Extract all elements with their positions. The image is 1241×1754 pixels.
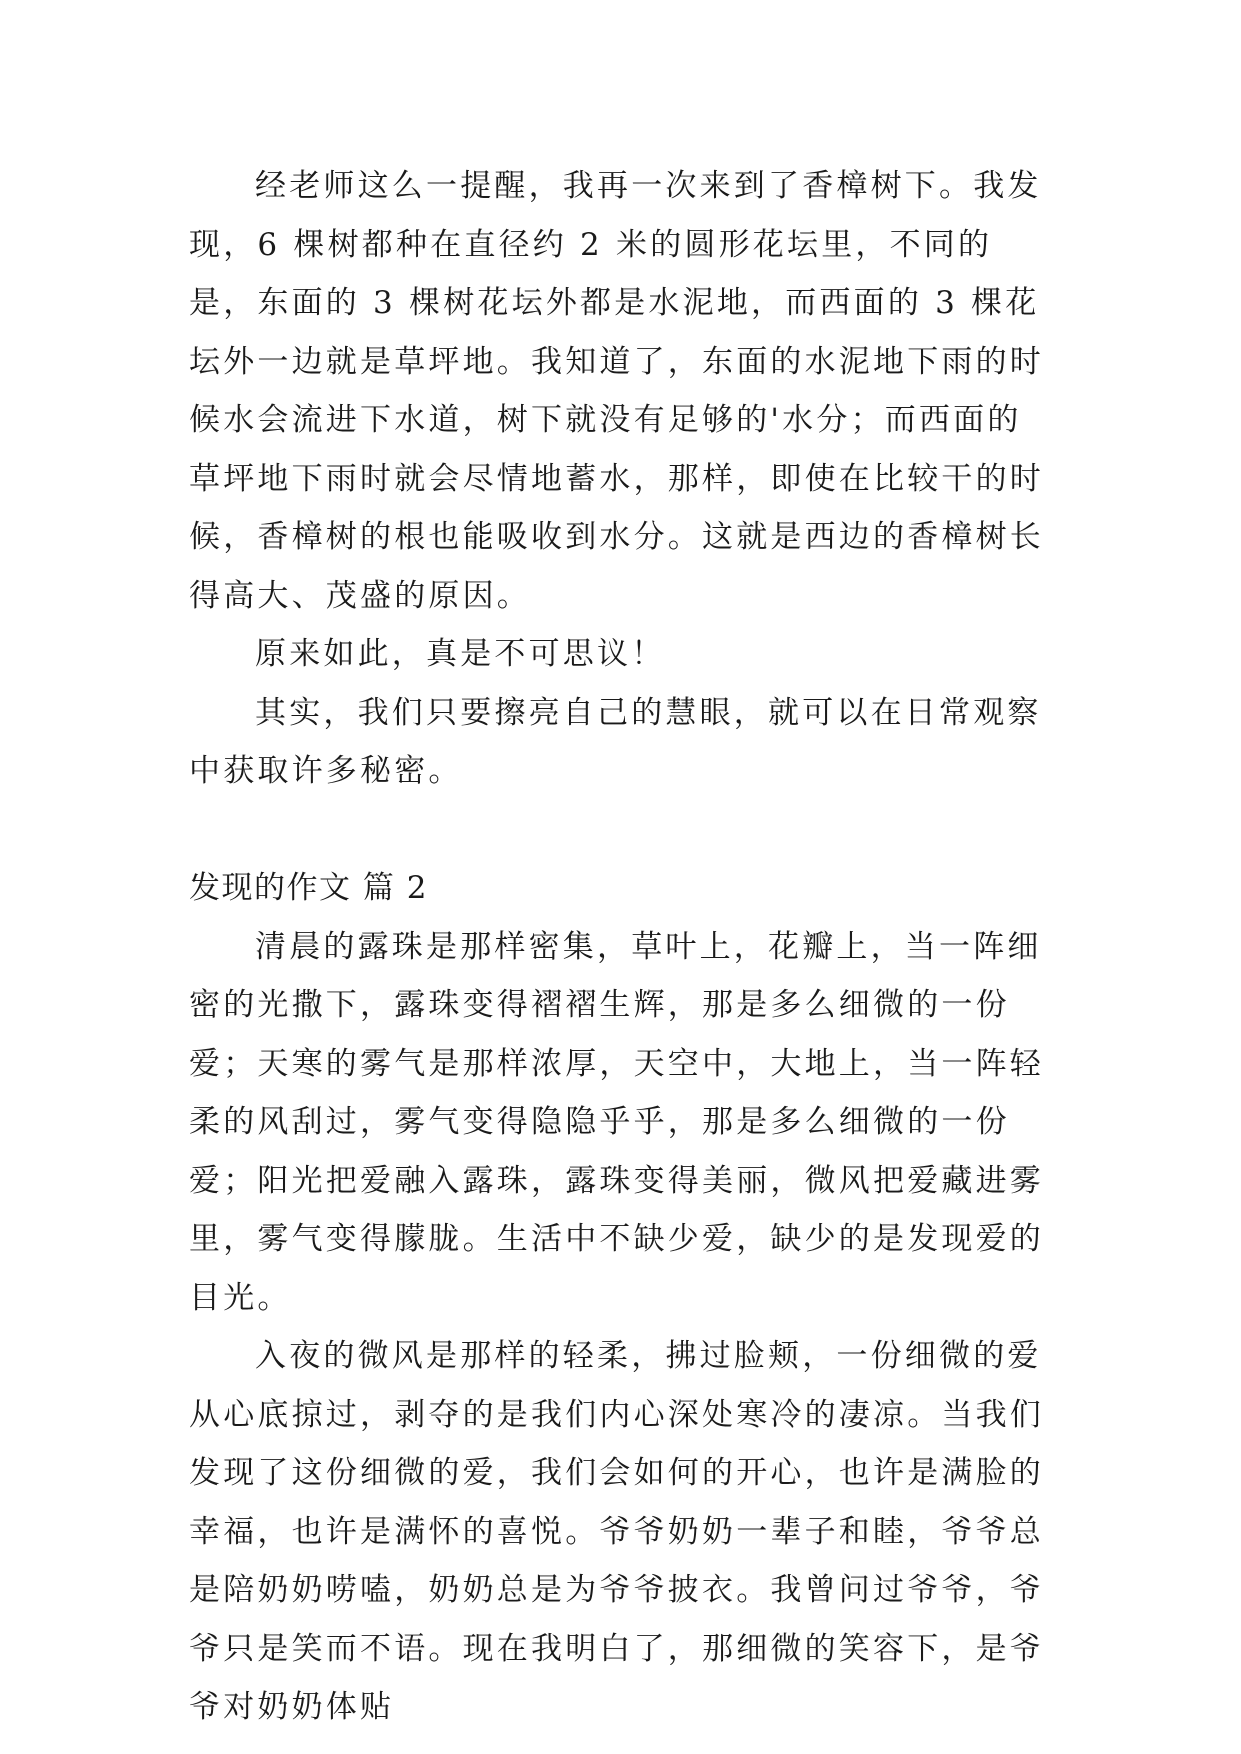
section-heading: 发现的作文 篇 2 [189, 870, 428, 906]
paragraph-night-breeze: 入夜的微风是那样的轻柔，拂过脸颊，一份细微的爱从心底掠过，剥夺的是我们内心深处寒冷的凄凉。当我们发现了这份细微的爱，我们会如何的开心，也许是满脸的幸福，也许是满怀的喜悦。爷爷奶奶一辈子和睦，爷爷总是陪奶奶唠嗑，奶奶总是为爷爷披衣。我曾问过爷爷，爷爷只是笑而不语。现在我明白了，那细微的笑容下，是爷爷对奶奶体贴 [189, 1338, 1044, 1725]
paragraph-conclusion: 其实，我们只要擦亮自己的慧眼，就可以在日常观察中获取许多秘密。 [189, 694, 1042, 789]
paragraph-dew-and-mist: 清晨的露珠是那样密集，草叶上，花瓣上，当一阵细密的光撒下，露珠变得褶褶生辉，那是多么细微的一份爱；天寒的雾气是那样浓厚，天空中，大地上，当一阵轻柔的风刮过，雾气变得隐隐乎乎，那是多么细微的一份爱；阳光把爱融入露珠，露珠变得美丽，微风把爱藏进雾里，雾气变得朦胧。生活中不缺少爱，缺少的是发现爱的目光。 [189, 928, 1044, 1316]
paragraph-exclamation: 原来如此，真是不可思议！ [255, 636, 666, 672]
document-body [189, 157, 1049, 1737]
paragraph-camphor-trees: 经老师这么一提醒，我再一次来到了香樟树下。我发现，6 棵树都种在直径约 2 米的圆形花坛里，不同的是，东面的 3 棵树花坛外都是水泥地，而西面的 3 棵花坛外一边就是草坪地。我知道了，东面的水泥地下雨的时候水会流进下水道，树下就没有足够的'水分；而西面的草坪地下雨时就会尽情地蓄水，那样，即使在比较干的时候，香樟树的根也能吸收到水分。这就是西边的香樟树长得高大、茂盛的原因。 [189, 168, 1044, 614]
section-spacer [189, 801, 1049, 860]
